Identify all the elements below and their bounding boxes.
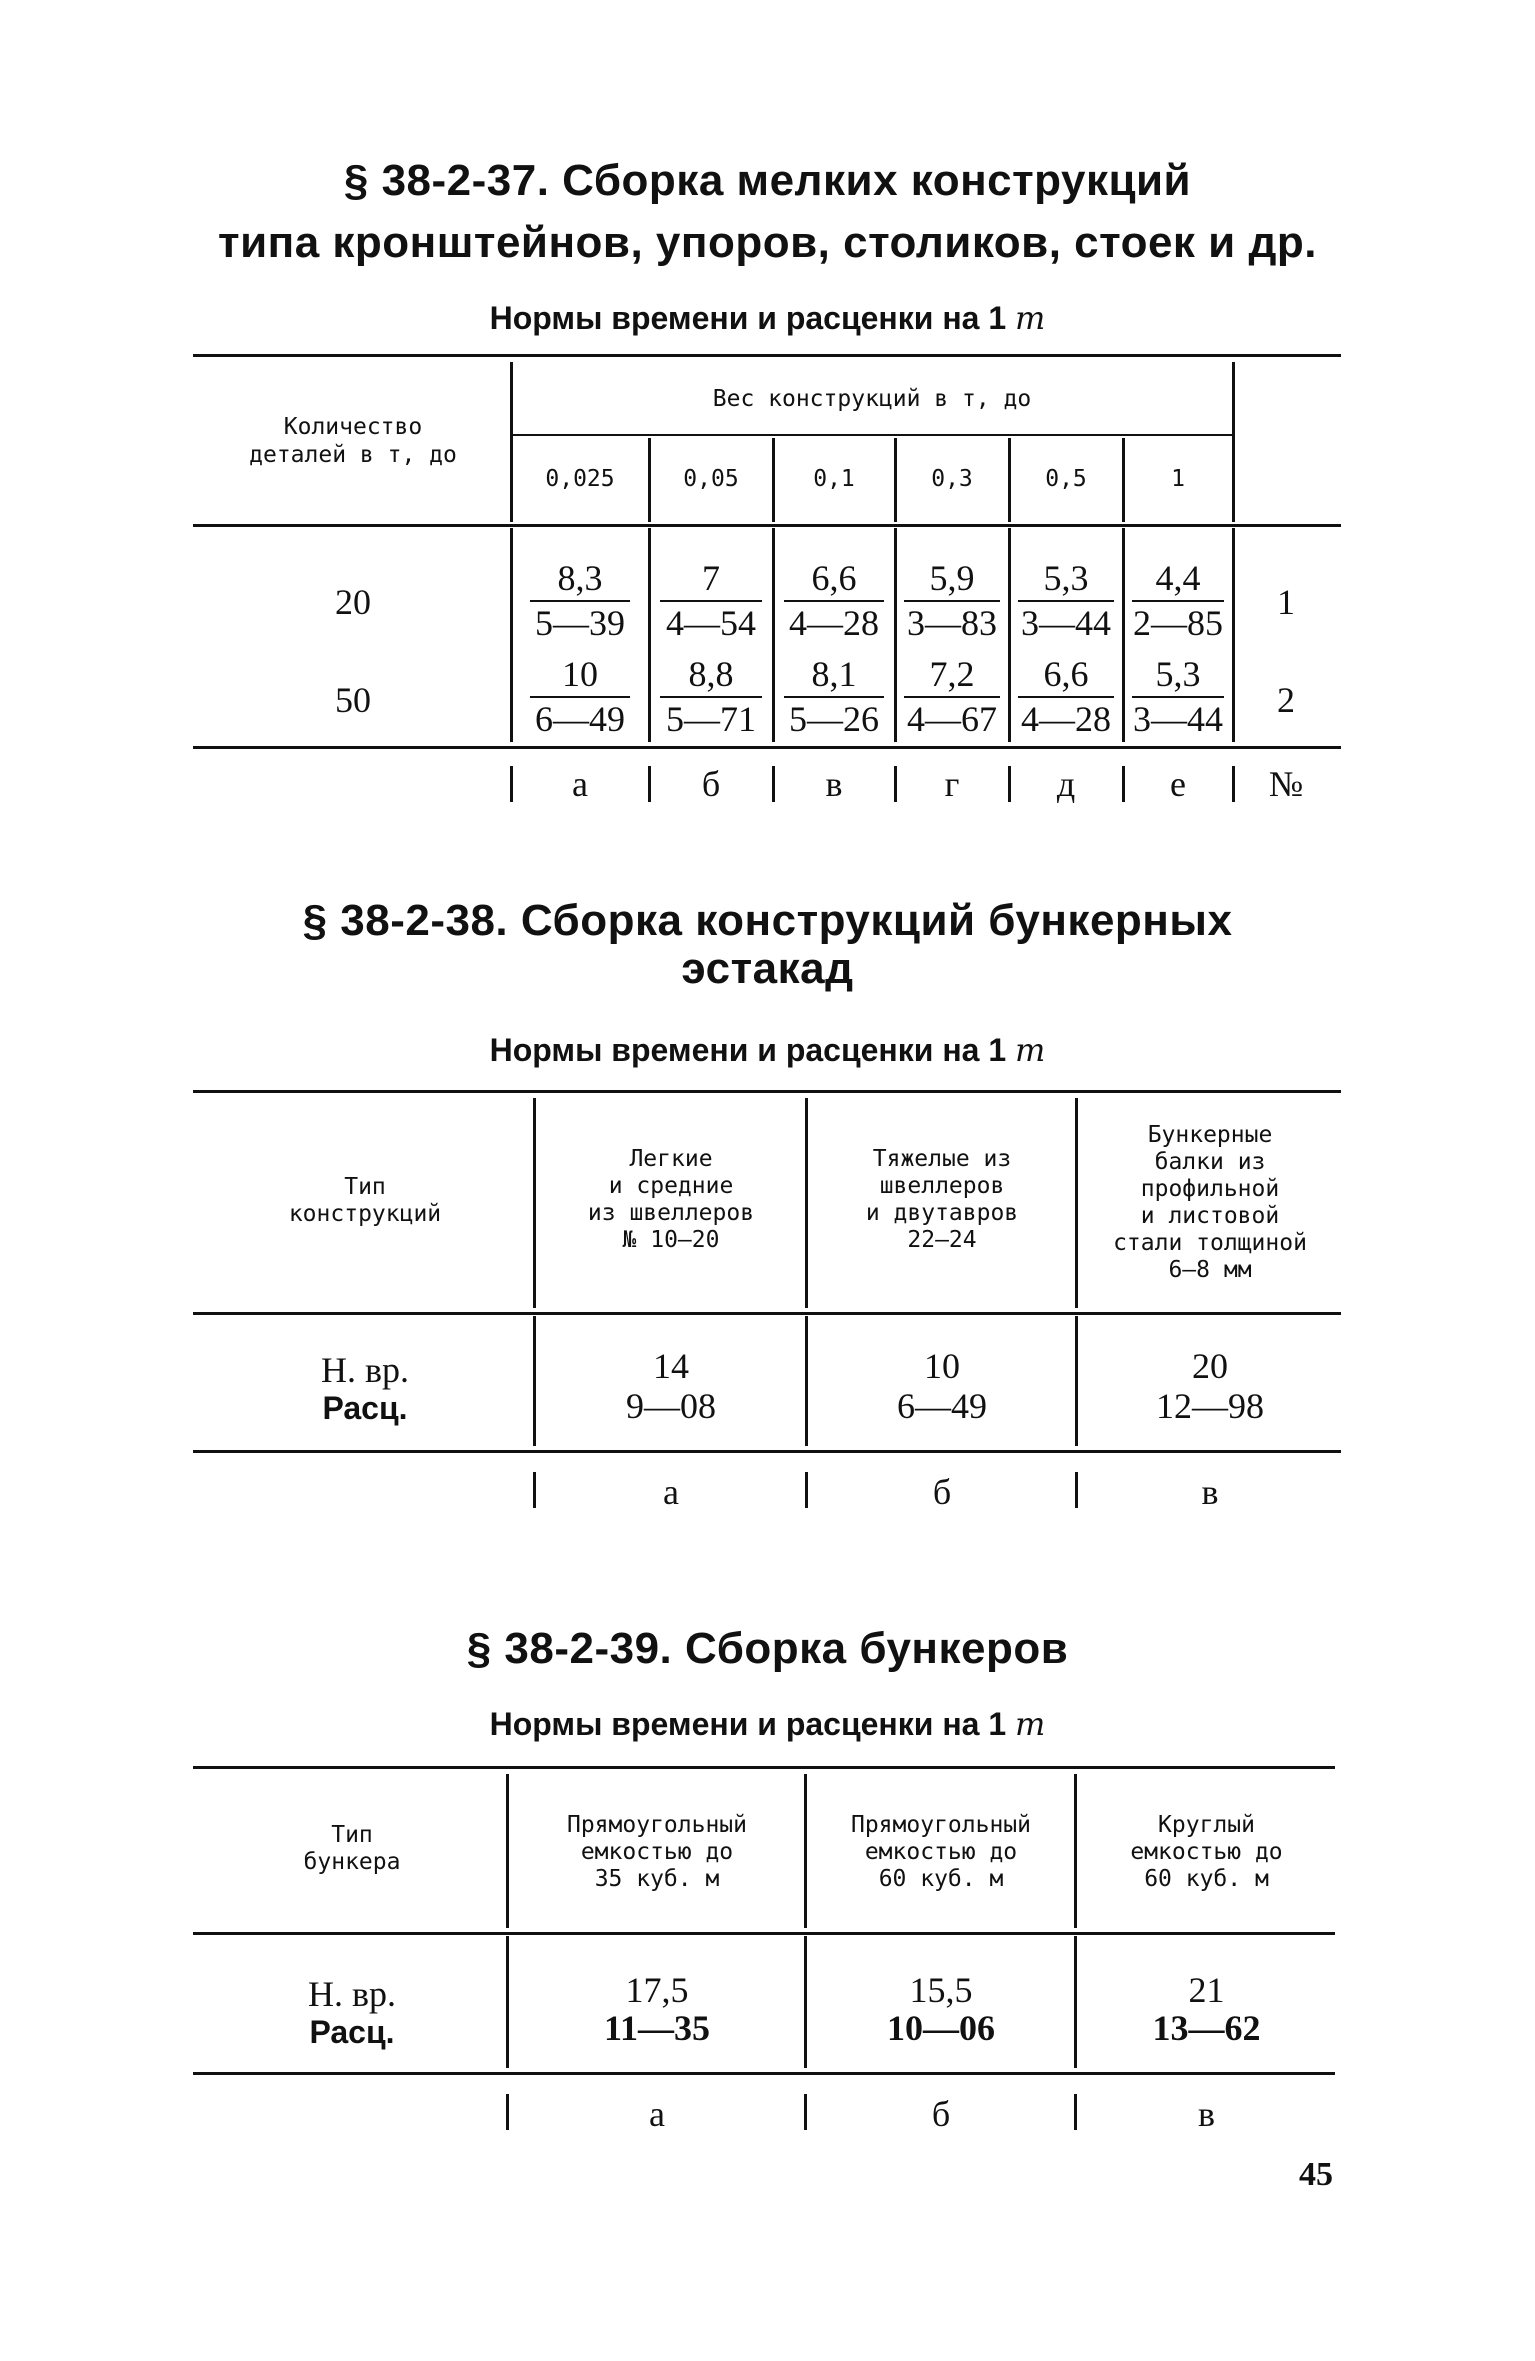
price-value: 6—49 <box>535 699 625 739</box>
price-value: 12—98 <box>1156 1386 1264 1426</box>
letter-tick <box>804 2094 807 2130</box>
table2-top-rule <box>193 1090 1341 1093</box>
column-header-line: стали толщиной <box>1113 1230 1307 1256</box>
table3-vline <box>1074 1774 1077 1928</box>
letter-tick <box>1075 1472 1078 1508</box>
column-header-line: емкостью до <box>864 1839 1018 1865</box>
column-header-line: 35 куб. м <box>594 1866 720 1892</box>
row-label-time: Н. вр. <box>321 1350 409 1390</box>
letter-tick <box>805 1472 808 1508</box>
time-value: 8,3 <box>557 558 603 598</box>
column-letter: в <box>825 764 843 804</box>
fraction-line <box>660 600 762 602</box>
column-header-line: Бункерные <box>1147 1122 1273 1148</box>
column-header-line: Прямоугольный <box>566 1812 747 1838</box>
letter-tick <box>1074 2094 1077 2130</box>
price-value: 2—85 <box>1133 603 1223 643</box>
letter-tick <box>506 2094 509 2130</box>
time-value: 6,6 <box>811 558 857 598</box>
fraction-line <box>784 600 884 602</box>
table2-vline <box>805 1316 808 1446</box>
column-header-line: 60 куб. м <box>1144 1866 1269 1892</box>
table3-bottom-rule <box>193 2072 1335 2075</box>
time-value: 5,3 <box>1043 558 1089 598</box>
column-header-line: и двутавров <box>865 1200 1019 1226</box>
section-2-title-line2: эстакад <box>681 944 854 993</box>
column-header-line: 6—8 мм <box>1168 1257 1252 1283</box>
column-letter: г <box>944 764 960 804</box>
price-value: 10—06 <box>887 2008 995 2048</box>
norms-unit: т <box>1015 1705 1046 1743</box>
column-letter: в <box>1201 1472 1219 1512</box>
column-letter: б <box>931 2094 951 2134</box>
page-number: 45 <box>1299 2156 1333 2193</box>
price-value: 3—44 <box>1133 699 1223 739</box>
time-value: 6,6 <box>1043 654 1089 694</box>
table1-vline <box>1232 528 1235 742</box>
time-value: 10 <box>924 1346 960 1386</box>
column-header-line: емкостью до <box>1130 1839 1283 1865</box>
time-value: 17,5 <box>625 1970 689 2010</box>
norms-text: Нормы времени и расценки на 1 <box>489 300 1007 336</box>
price-value: 11—35 <box>603 2008 710 2048</box>
time-value: 20 <box>1192 1346 1228 1386</box>
type-header-line2: бункера <box>303 1849 401 1875</box>
fraction-line <box>904 696 1000 698</box>
time-value: 7 <box>702 558 720 598</box>
table2-header-rule <box>193 1312 1341 1315</box>
section-2-title-line1: § 38-2-38. Сборка конструкций бункерных <box>302 896 1233 945</box>
column-letter: б <box>932 1472 952 1512</box>
weight-col: 0,5 <box>1045 466 1087 492</box>
time-value: 8,1 <box>811 654 857 694</box>
row-label-time: Н. вр. <box>308 1974 396 2014</box>
column-header-line: и листовой <box>1140 1203 1280 1229</box>
time-value: 14 <box>653 1346 689 1386</box>
number-label: № <box>1268 764 1304 804</box>
table1-weight-rule <box>512 434 1232 436</box>
price-value: 3—44 <box>1021 603 1111 643</box>
fraction-line <box>1018 600 1114 602</box>
column-letter: б <box>701 764 721 804</box>
table2-bottom-rule <box>193 1450 1341 1453</box>
qty-value: 20 <box>335 582 371 622</box>
table1-top-rule <box>193 354 1341 357</box>
table1-header-rule <box>193 524 1341 527</box>
norms-text: Нормы времени и расценки на 1 <box>489 1706 1007 1742</box>
qty-header-line1: Количество <box>283 414 423 440</box>
fraction-line <box>1132 696 1224 698</box>
price-value: 13—62 <box>1152 2008 1261 2048</box>
table3-vline <box>804 1936 807 2068</box>
fraction-line <box>530 600 630 602</box>
type-header-line1: Тип <box>331 1822 373 1848</box>
time-value: 15,5 <box>909 1970 973 2010</box>
row-label-price: Расц. <box>309 2014 395 2050</box>
price-value: 5—39 <box>535 603 625 643</box>
table2-vline <box>1075 1098 1078 1308</box>
fraction-line <box>660 696 762 698</box>
column-header-line: № 10—20 <box>622 1227 720 1253</box>
table1-bottom-rule <box>193 746 1341 749</box>
section-3-title: § 38-2-39. Сборка бункеров <box>466 1624 1069 1673</box>
weight-col: 1 <box>1171 466 1185 492</box>
fraction-line <box>1018 696 1114 698</box>
column-header-line: из швеллеров <box>587 1200 755 1226</box>
column-letter: е <box>1170 764 1186 804</box>
price-value: 6—49 <box>897 1386 987 1426</box>
norms-unit: т <box>1015 299 1046 337</box>
table3-vline <box>506 1774 509 1928</box>
table2-vline <box>1075 1316 1078 1446</box>
column-header-line: профильной <box>1140 1176 1280 1202</box>
weight-col: 0,025 <box>545 466 615 492</box>
letter-tick <box>533 1472 536 1508</box>
price-value: 5—26 <box>789 699 879 739</box>
table3-vline <box>506 1936 509 2068</box>
weight-col: 0,05 <box>683 466 739 492</box>
fraction-line <box>904 600 1000 602</box>
time-value: 8,8 <box>688 654 734 694</box>
column-header-line: балки из <box>1154 1149 1266 1175</box>
column-letter: д <box>1056 764 1076 804</box>
row-number: 1 <box>1277 582 1295 622</box>
time-value: 7,2 <box>929 654 975 694</box>
time-value: 5,9 <box>929 558 975 598</box>
table3-header-rule <box>193 1932 1335 1935</box>
price-value: 4—54 <box>666 603 756 643</box>
section-1-norms-caption <box>0 298 1535 338</box>
type-header-line1: Тип <box>344 1174 386 1200</box>
table3-vline <box>804 1774 807 1928</box>
table3-top-rule <box>193 1766 1335 1769</box>
price-value: 5—71 <box>666 699 756 739</box>
qty-value: 50 <box>335 680 371 720</box>
column-header-line: и средние <box>608 1173 734 1199</box>
table2-vline <box>533 1316 536 1446</box>
fraction-line <box>530 696 630 698</box>
price-value: 3—83 <box>907 603 997 643</box>
norms-text: Нормы времени и расценки на 1 <box>489 1032 1007 1068</box>
time-value: 10 <box>562 654 598 694</box>
section-1-title-line2: типа кронштейнов, упоров, столиков, стоек и др. <box>218 218 1317 267</box>
section-3-norms-caption <box>0 1704 1535 1744</box>
fraction-line <box>784 696 884 698</box>
norms-unit: т <box>1015 1031 1046 1069</box>
time-value: 4,4 <box>1155 558 1201 598</box>
column-header-line: Круглый <box>1158 1812 1255 1838</box>
section-1-title-line1: § 38-2-37. Сборка мелких конструкций <box>343 156 1192 205</box>
section-2-norms-caption <box>0 1030 1535 1070</box>
weight-col: 0,1 <box>813 466 855 492</box>
table2-vline <box>805 1098 808 1308</box>
type-header-line2: конструкций <box>288 1201 442 1227</box>
row-label-price: Расц. <box>322 1390 408 1426</box>
column-header-line: емкостью до <box>580 1839 734 1865</box>
column-letter: а <box>572 764 588 804</box>
weight-header: Вес конструкций в т, до <box>712 386 1032 412</box>
fraction-line <box>1132 600 1224 602</box>
weight-col: 0,3 <box>931 466 973 492</box>
column-letter: в <box>1198 2094 1215 2134</box>
table2-vline <box>533 1098 536 1308</box>
row-number: 2 <box>1277 680 1295 720</box>
time-value: 5,3 <box>1155 654 1201 694</box>
price-value: 4—67 <box>907 699 997 739</box>
time-value: 21 <box>1188 1970 1225 2010</box>
price-value: 9—08 <box>626 1386 716 1426</box>
column-header-line: Легкие <box>629 1146 713 1172</box>
column-header-line: 60 куб. м <box>878 1866 1004 1892</box>
column-header-line: Тяжелые из <box>872 1146 1012 1172</box>
price-value: 4—28 <box>1021 699 1111 739</box>
qty-header-line2: деталей в т, до <box>249 442 457 468</box>
table1-vline <box>1232 362 1235 522</box>
letter-tick <box>1232 766 1235 802</box>
price-value: 4—28 <box>789 603 879 643</box>
column-header-line: швеллеров <box>879 1173 1005 1199</box>
table3-vline <box>1074 1936 1077 2068</box>
column-header-line: Прямоугольный <box>850 1812 1031 1838</box>
column-letter: а <box>649 2094 665 2134</box>
column-header-line: 22—24 <box>907 1227 977 1253</box>
column-letter: а <box>663 1472 679 1512</box>
